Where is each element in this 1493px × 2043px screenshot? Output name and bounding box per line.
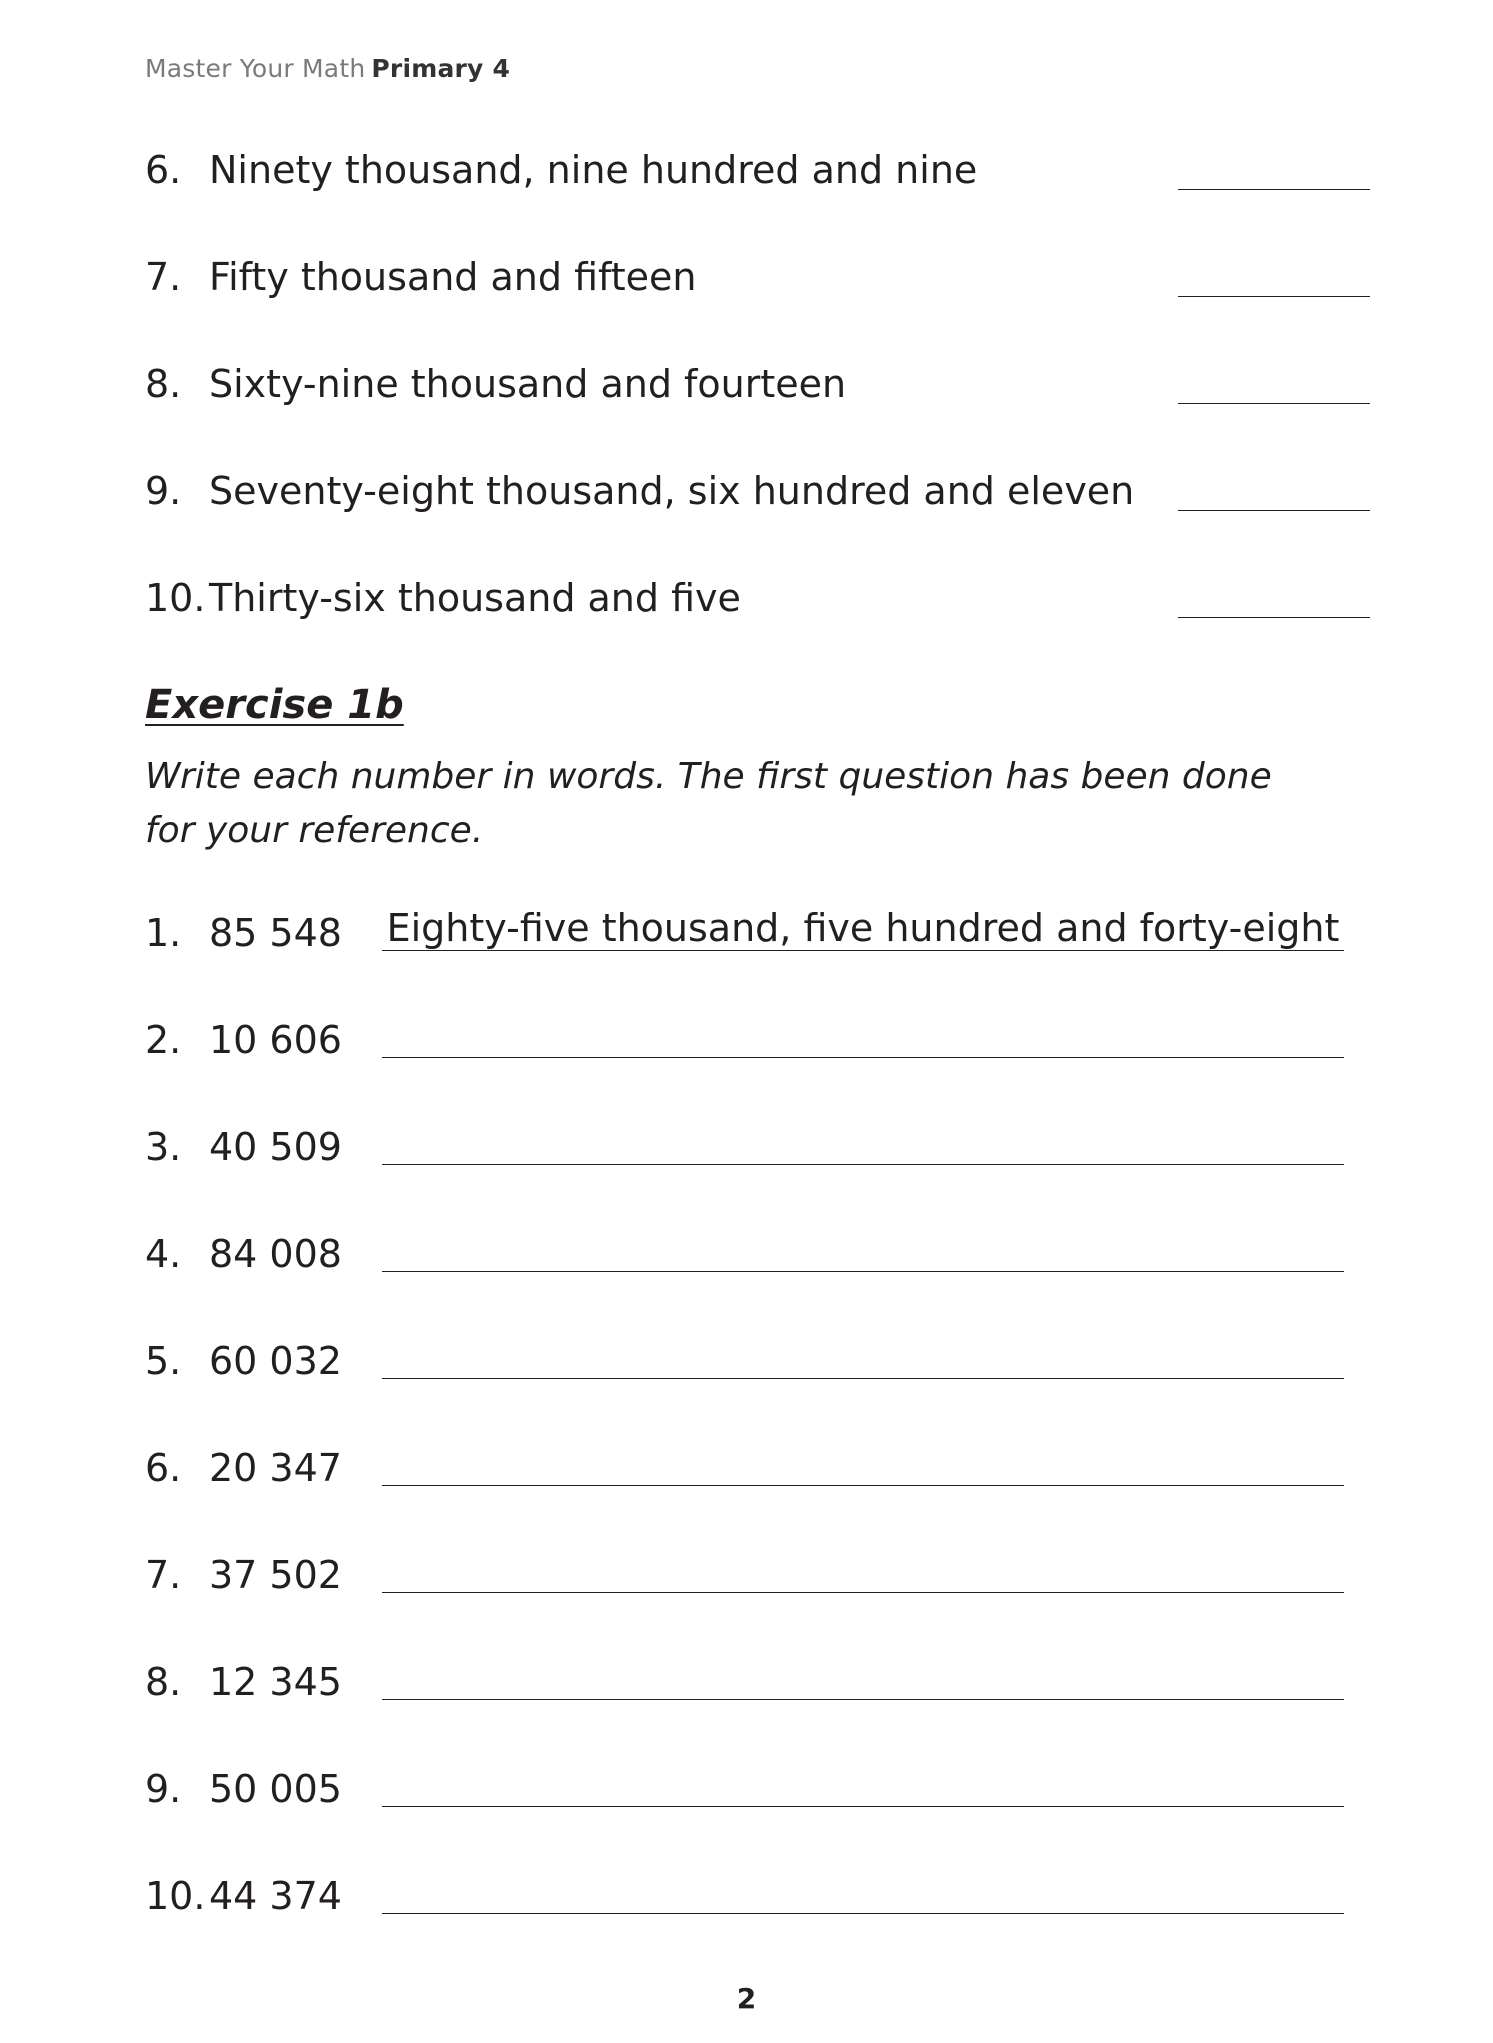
- question-number: 8.: [145, 1660, 182, 1704]
- answer-line[interactable]: [382, 1114, 1344, 1165]
- question-number: 2.: [145, 1018, 182, 1062]
- question-number: 10.: [145, 1874, 206, 1918]
- number-value: 37 502: [209, 1553, 342, 1597]
- answer-blank[interactable]: [1178, 296, 1370, 297]
- answer-line[interactable]: [382, 1542, 1344, 1593]
- answer-line[interactable]: [382, 1007, 1344, 1058]
- number-value: 40 509: [209, 1125, 342, 1169]
- question-text: Ninety thousand, nine hundred and nine: [209, 148, 978, 192]
- list-item: [145, 247, 1370, 307]
- table-row: [145, 1866, 1345, 1926]
- number-value: 84 008: [209, 1232, 342, 1276]
- question-number: 4.: [145, 1232, 182, 1276]
- number-value: 10 606: [209, 1018, 342, 1062]
- table-row: [145, 1331, 1345, 1391]
- question-text: Fifty thousand and fifteen: [209, 255, 697, 299]
- question-number: 7.: [145, 1553, 182, 1597]
- number-value: 60 032: [209, 1339, 342, 1383]
- exercise-title: Exercise 1b: [145, 682, 404, 728]
- table-row: [145, 1010, 1345, 1070]
- number-value: 20 347: [209, 1446, 342, 1490]
- table-row: [145, 1652, 1345, 1712]
- answer-line[interactable]: [382, 1863, 1344, 1914]
- question-number: 6.: [145, 1446, 182, 1490]
- table-row: [145, 903, 1345, 963]
- table-row: [145, 1438, 1345, 1498]
- answer-line[interactable]: [382, 1435, 1344, 1486]
- answer-line[interactable]: [382, 1756, 1344, 1807]
- book-series-title: Master Your Math: [145, 54, 366, 83]
- question-text: Seventy-eight thousand, six hundred and eleven: [209, 469, 1135, 513]
- table-row: [145, 1224, 1345, 1284]
- question-number: 1.: [145, 911, 182, 955]
- answer-line[interactable]: [382, 1328, 1344, 1379]
- number-value: 50 005: [209, 1767, 342, 1811]
- answer-blank[interactable]: [1178, 510, 1370, 511]
- table-row: [145, 1117, 1345, 1177]
- question-number: 3.: [145, 1125, 182, 1169]
- list-item: [145, 461, 1370, 521]
- question-number: 7.: [145, 255, 182, 299]
- number-value: 12 345: [209, 1660, 342, 1704]
- question-number: 10.: [145, 576, 206, 620]
- table-row: [145, 1759, 1345, 1819]
- number-value: 44 374: [209, 1874, 342, 1918]
- question-number: 9.: [145, 469, 182, 513]
- list-item: [145, 140, 1370, 200]
- question-text: Thirty-six thousand and five: [209, 576, 741, 620]
- answer-blank[interactable]: [1178, 617, 1370, 618]
- exercise-instructions: Write each number in words. The first question has been done for your reference.: [145, 756, 1272, 851]
- page-number: 2: [736, 1982, 757, 2015]
- example-answer: Eighty-five thousand, five hundred and forty-eight: [386, 906, 1340, 950]
- list-item: [145, 568, 1370, 628]
- answer-blank[interactable]: [1178, 189, 1370, 190]
- number-value: 85 548: [209, 911, 342, 955]
- table-row: [145, 1545, 1345, 1605]
- answer-line[interactable]: [382, 900, 1344, 951]
- question-number: 5.: [145, 1339, 182, 1383]
- answer-line[interactable]: [382, 1221, 1344, 1272]
- question-number: 6.: [145, 148, 182, 192]
- running-header: [145, 54, 510, 83]
- book-level: Primary 4: [371, 54, 511, 83]
- answer-line[interactable]: [382, 1649, 1344, 1700]
- answer-blank[interactable]: [1178, 403, 1370, 404]
- question-number: 8.: [145, 362, 182, 406]
- list-item: [145, 354, 1370, 414]
- question-number: 9.: [145, 1767, 182, 1811]
- question-text: Sixty-nine thousand and fourteen: [209, 362, 847, 406]
